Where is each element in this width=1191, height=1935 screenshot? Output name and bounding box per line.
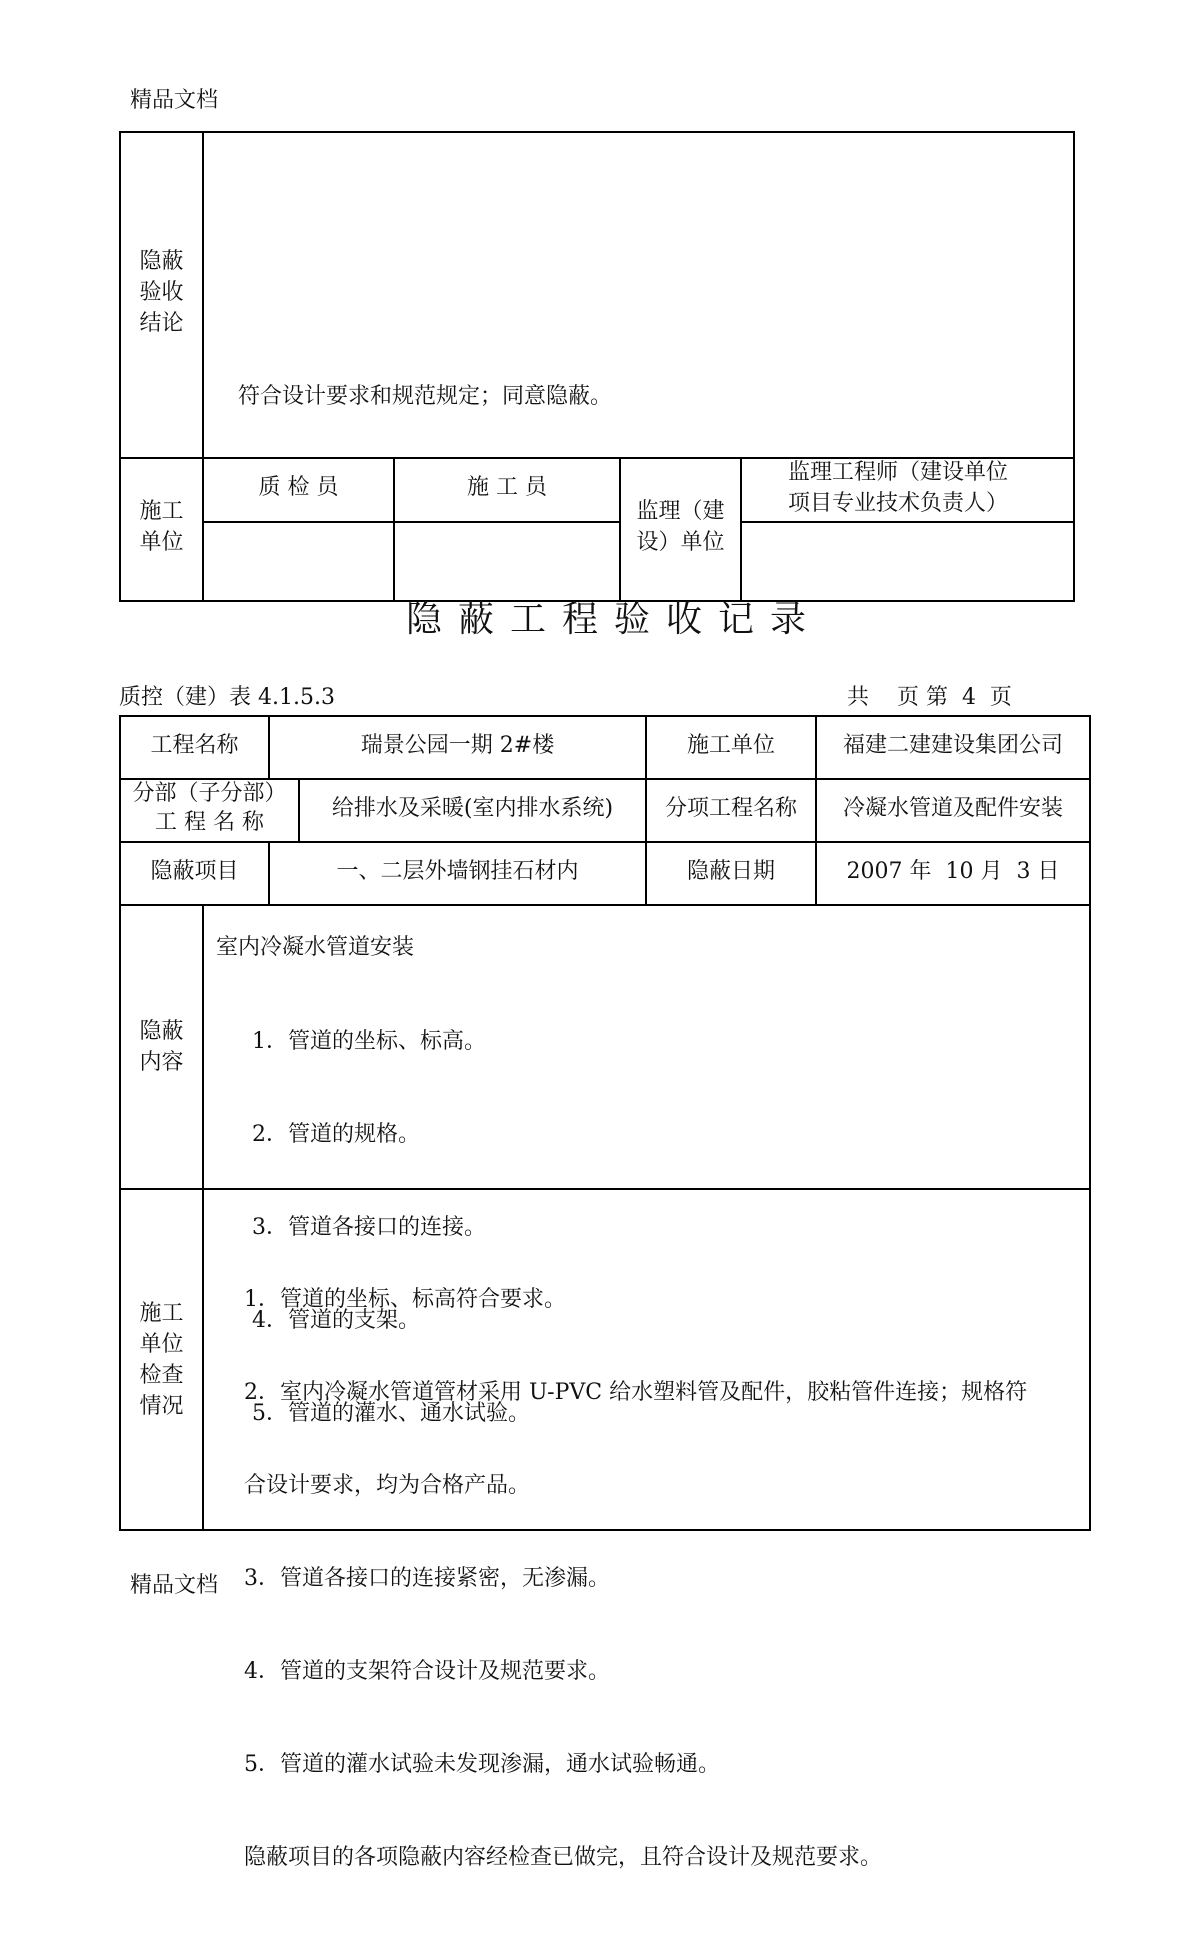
list-item: 3．管道各接口的连接。 xyxy=(252,1215,486,1240)
check-line: 3．管道各接口的连接紧密，无渗漏。 xyxy=(244,1566,610,1591)
supervision-unit-label: 监理（建 设）单位 xyxy=(636,499,725,555)
check-line: 1．管道的坐标、标高符合要求。 xyxy=(244,1287,566,1312)
check-situation-label: 施工 单位 检查 情况 xyxy=(139,1301,184,1419)
header-watermark: 精品文档 xyxy=(130,88,219,113)
footer-watermark: 精品文档 xyxy=(130,1573,219,1598)
list-item: 4．管道的支架。 xyxy=(252,1308,420,1333)
hidden-content-title: 室内冷凝水管道安装 xyxy=(216,935,415,960)
check-situation-text xyxy=(244,1222,1027,1935)
contractor-label: 施工单位 xyxy=(686,733,775,758)
division-label: 分部（子分部） 工 程 名 称 xyxy=(132,781,287,835)
conclusion-label: 隐蔽 验收 结论 xyxy=(139,249,184,336)
list-item: 2．管道的规格。 xyxy=(252,1122,420,1147)
check-line: 合设计要求，均为合格产品。 xyxy=(244,1473,531,1498)
hidden-content-label: 隐蔽 内容 xyxy=(139,1019,184,1075)
check-line: 2．室内冷凝水管道管材采用 U-PVC 给水塑料管及配件，胶粘管件连接；规格符 xyxy=(244,1380,1028,1405)
hidden-item-value: 一、二层外墙钢挂石材内 xyxy=(336,859,579,884)
page-title: 隐蔽工程验收记录 xyxy=(406,599,823,640)
check-line: 5．管道的灌水试验未发现渗漏，通水试验畅通。 xyxy=(244,1752,720,1777)
hidden-date-value: 2007 年 10 月 3 日 xyxy=(846,859,1060,884)
check-line: 隐蔽项目的各项隐蔽内容经检查已做完，且符合设计及规范要求。 xyxy=(244,1845,883,1870)
list-item: 1．管道的坐标、标高。 xyxy=(252,1029,486,1054)
subitem-label: 分项工程名称 xyxy=(664,796,797,821)
hidden-item-label: 隐蔽项目 xyxy=(150,859,239,884)
supervision-engineer-label: 监理工程师（建设单位 项目专业技术负责人） xyxy=(788,460,1009,516)
project-name-label: 工程名称 xyxy=(150,733,239,758)
division-value: 给排水及采暖(室内排水系统) xyxy=(331,796,614,821)
subitem-value: 冷凝水管道及配件安装 xyxy=(842,796,1063,821)
check-line: 4．管道的支架符合设计及规范要求。 xyxy=(244,1659,610,1684)
page-info: 共 页 第 4 页 xyxy=(847,685,1012,710)
project-name-value: 瑞景公园一期 2#楼 xyxy=(360,733,555,758)
contractor-value: 福建二建建设集团公司 xyxy=(842,733,1063,758)
list-item: 5．管道的灌水、通水试验。 xyxy=(252,1401,530,1426)
construction-unit-label: 施工 单位 xyxy=(139,499,184,555)
hidden-date-label: 隐蔽日期 xyxy=(686,859,775,884)
conclusion-text: 符合设计要求和规范规定；同意隐蔽。 xyxy=(238,384,613,409)
form-code: 质控（建）表 4.1.5.3 xyxy=(119,685,335,710)
constructor-label: 施 工 员 xyxy=(467,475,547,500)
quality-inspector-label: 质 检 员 xyxy=(258,475,339,500)
